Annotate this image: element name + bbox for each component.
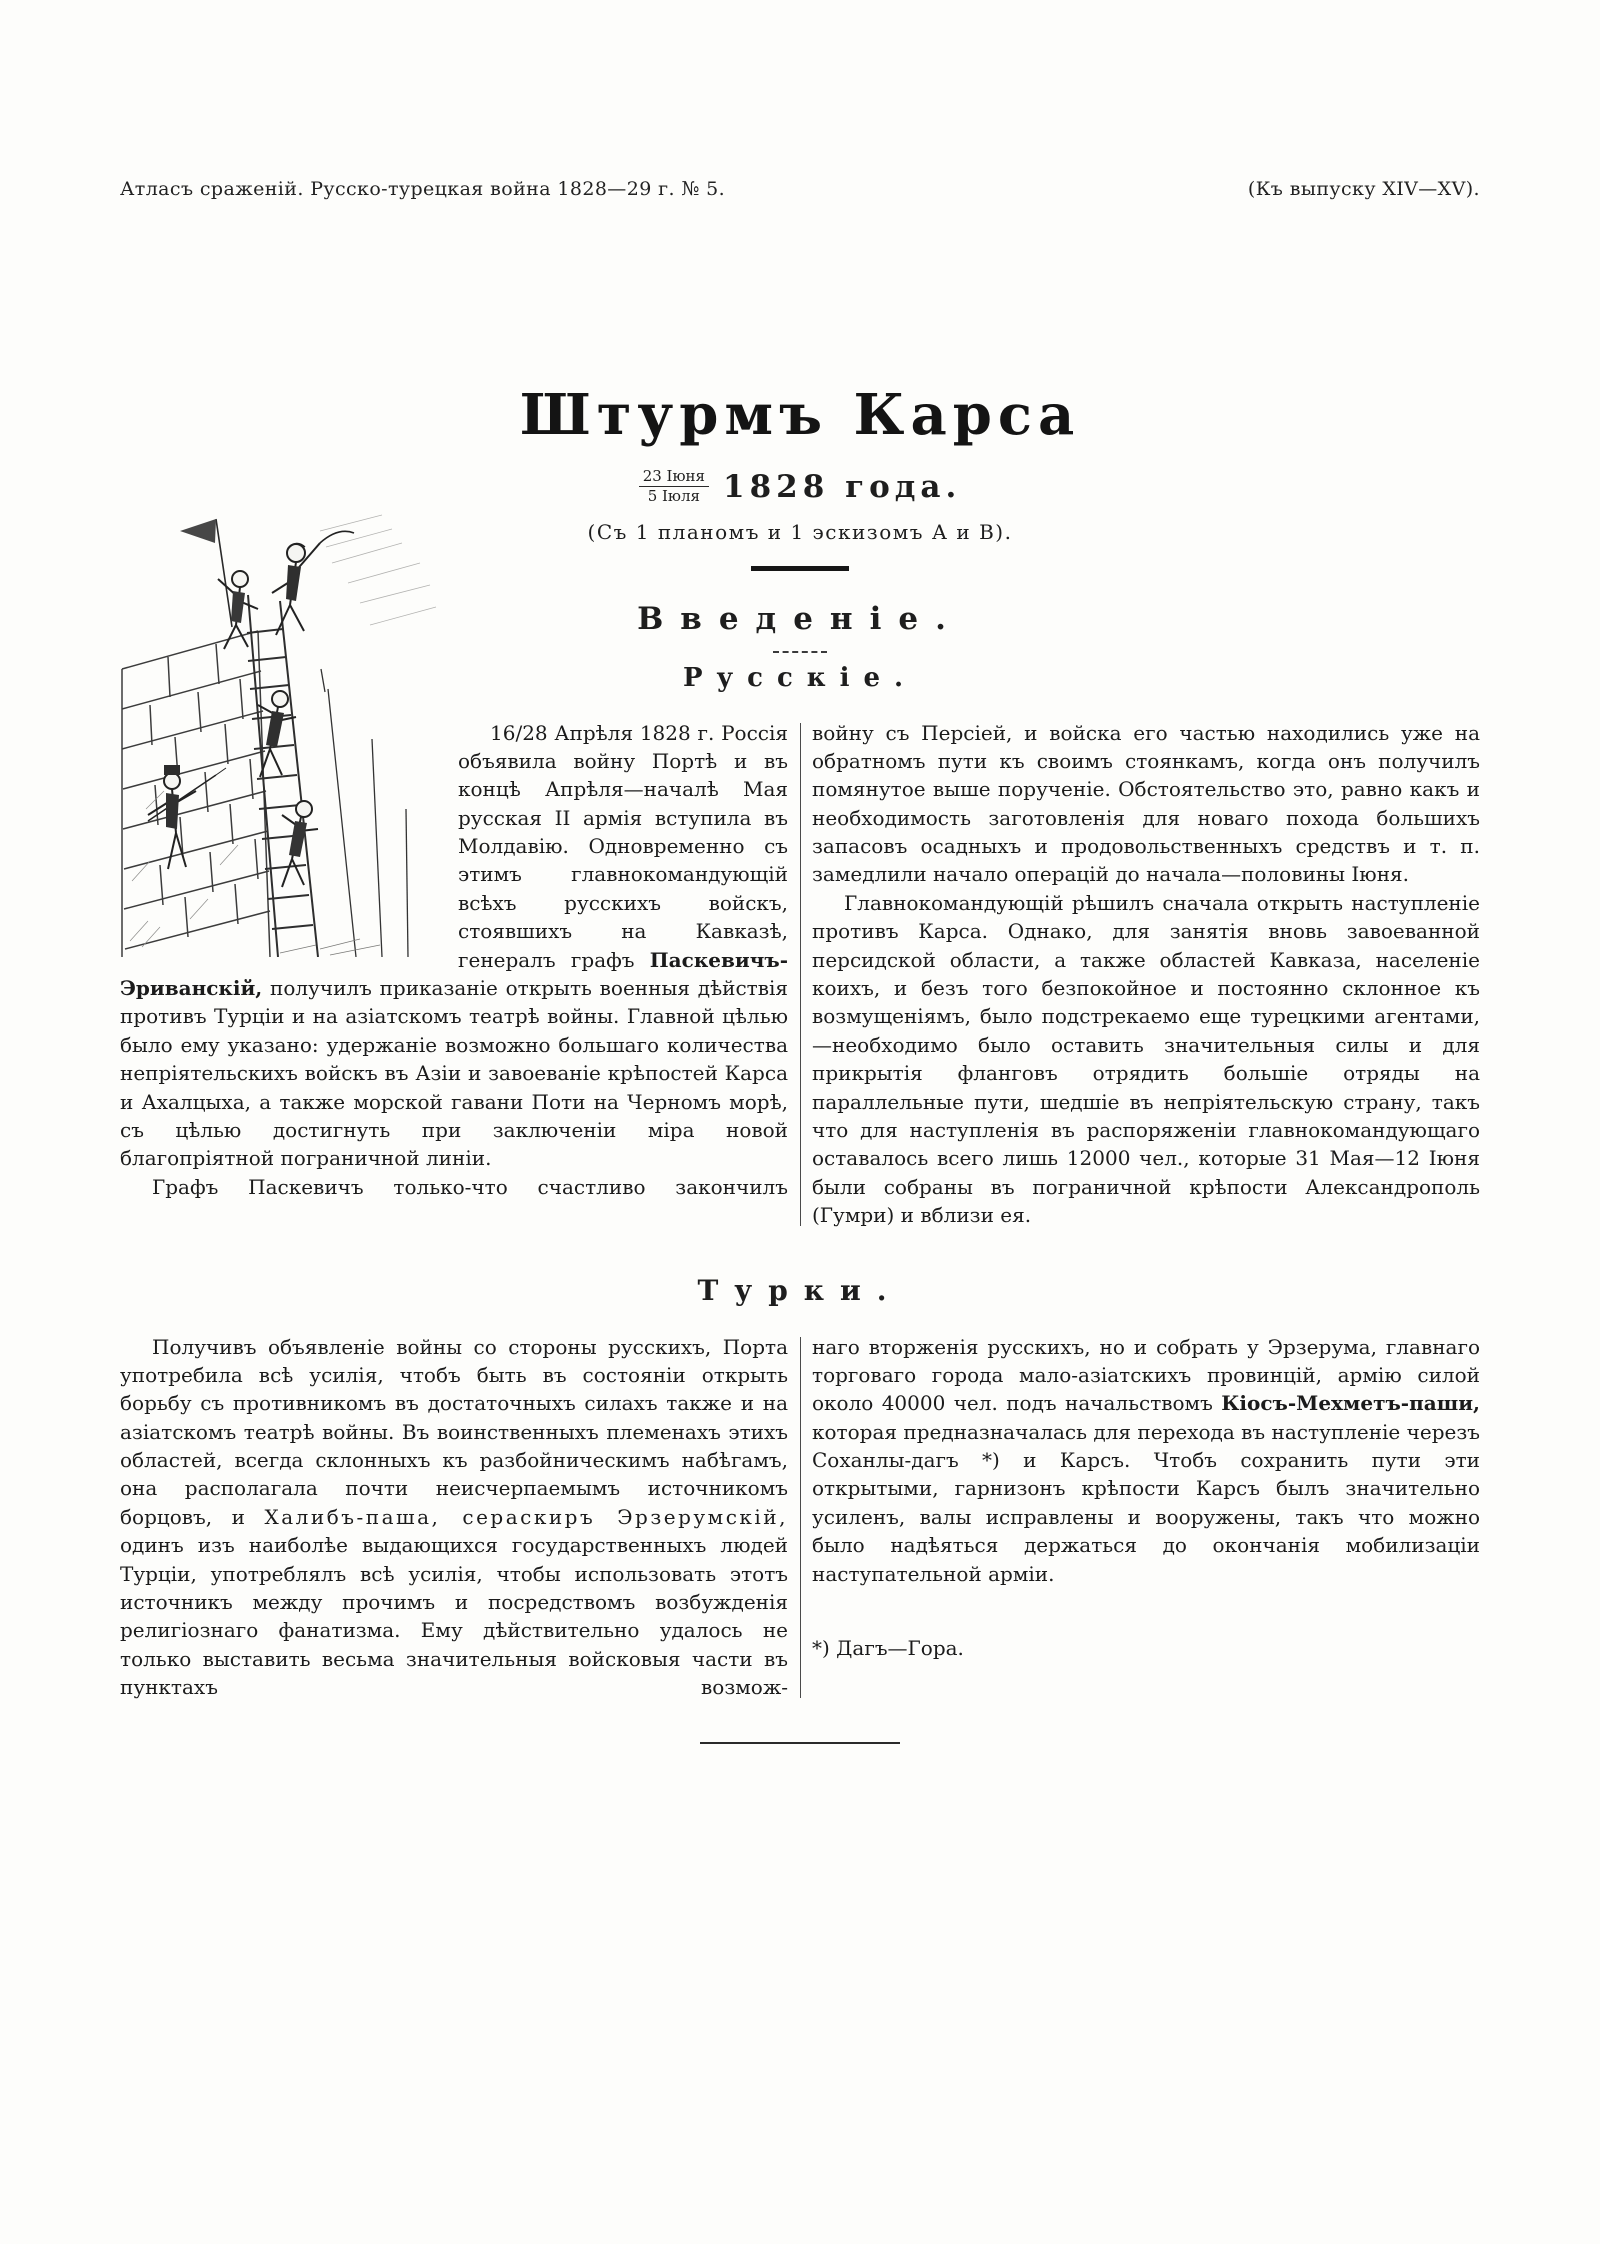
section-heading-russians: Русскіе. (682, 662, 918, 693)
bottom-rule (700, 1742, 900, 1744)
date-fraction-top: 23 Іюня (639, 468, 709, 487)
paragraph (120, 1333, 788, 1702)
text-run: Получивъ объявленіе войны со стороны русскихъ, Порта употребила всѣ усилія, чтобъ быть въ состояніи открыть борьбу съ противникомъ въ достаточныхъ силахъ также и на азіатскомъ театрѣ войны. Въ воинственныхъ племенахъ этихъ областей, всегда склонныхъ къ разбойническимъ набѣгамъ, она располагала почти неисчерпаемымъ источникомъ борцовъ, и (120, 1334, 788, 1529)
paragraph: Графъ Паскевичъ только-что счастливо закончилъ (152, 1174, 788, 1199)
text-run: одинъ изъ наиболѣе выдающихся государственныхъ людей Турціи, употреблялъ всѣ усилія, чтобы использовать этотъ источникъ между прочимъ и посредствомъ возбужденія религіознаго фанатизма. Ему дѣйствительно удалось не только выставить весьма значительныя войсковыя части въ пунктахъ возмож- (120, 1533, 788, 1700)
title-date-line (120, 468, 1480, 506)
text-run: 16/28 Апрѣля 1828 г. Россія объявила войну Портѣ и въ концѣ Апрѣля—началѣ Мая русская II армія вступила въ Молдавію. Одновременно съ этимъ главнокомандующій всѣхъ русскихъ войскъ, стоявшихъ на Кавказѣ, генералъ графъ (458, 720, 788, 972)
russians-section (120, 719, 1480, 1230)
text-run: получилъ приказаніе открыть военныя дѣйствія противъ Турціи и на азіатскомъ театрѣ войны. Главной цѣлью было ему указано: удержаніе возможно большаго количества непріятельскихъ войскъ въ Азіи и завоеваніе крѣпостей Карса и Ахалцыха, а также морской гавани Поти на Черномъ морѣ, съ цѣлью достигнуть при заключеніи міра новой благопріятной пограничной линіи. (120, 976, 788, 1171)
page-title: Штурмъ Карса (519, 382, 1081, 448)
russians-right-column (812, 719, 1480, 1230)
turks-right-column (812, 1333, 1480, 1702)
engraving-illustration (120, 719, 442, 957)
title-year: 1828 года. (723, 468, 962, 505)
column-divider-rule (800, 723, 801, 1226)
section-heading-turks: Турки. (697, 1273, 903, 1307)
text-run-bold: Паскевичъ-Эриванскій, (120, 947, 788, 1001)
date-fraction (639, 468, 709, 506)
page-header (120, 178, 1480, 200)
paragraph: Главнокомандующій рѣшилъ сначала открыть наступленіе противъ Карса. Однако, для занятія вновь завоеванной персидской области, а также областей Кавказа, населеніе коихъ, и безъ того безпокойное и постоянно склонное къ возмущеніямъ, было подстрекаемо еще турецкими агентами,—необходимо было оставить значительныя силы и для прикрытія фланговъ отрядить большіе отряды на параллельные пути, шедшіе въ непріятельскую страну, такъ что для наступленія въ распоряженіи главнокомандующаго оставалось всего лишь 12000 чел., которые 31 Мая—12 Іюня были собраны въ пограничной крѣпости Александрополь (Гумри) и вблизи ея. (812, 890, 1480, 1228)
soldiers-storming-wall-image (120, 509, 442, 957)
header-series-label: Атласъ сраженій. Русско-турецкая война 1828—29 г. № 5. (120, 178, 726, 200)
column-divider-rule (800, 1337, 801, 1698)
text-run: наго вторженія русскихъ, но и собрать у Эрзерума, главнаго торговаго города мало-азіатскихъ провинцій, армію силой около 40000 чел. подъ начальствомъ (812, 1334, 1480, 1416)
footnote: *) Дагъ—Гора. (812, 1636, 964, 1661)
title-divider-rule (751, 566, 849, 571)
turks-section (120, 1333, 1480, 1702)
russians-left-column (120, 719, 788, 1230)
ornament-divider (773, 651, 827, 653)
paragraph: войну съ Персіей, и войска его частью находились уже на обратномъ пути къ своимъ стоянкамъ, когда онъ получилъ помянутое выше порученіе. Обстоятельство это, равно какъ и необходимость заготовленія для новаго похода большихъ запасовъ осадныхъ и продовольственныхъ средствъ и т. п. замедлили начало операцій до начала—половины Іюня. (812, 720, 1480, 887)
title-note: (Съ 1 планомъ и 1 эскизомъ А и В). (587, 519, 1013, 544)
date-fraction-bottom: 5 Іюля (647, 487, 700, 506)
text-run: которая предназначалась для перехода въ наступленіе черезъ Соханлы-дагъ *) и Карсъ. Чтобъ сохранить пути эти открытыми, гарнизонъ крѣпости Карсъ былъ значительно усиленъ, валы исправлены и вооружены, такъ что можно было надѣяться держаться до окончанія мобилизаціи наступательной арміи. (812, 1419, 1480, 1586)
section-heading-introduction: Введеніе. (637, 600, 963, 637)
header-issue-label: (Къ выпуску XIV—XV). (1247, 178, 1480, 200)
paragraph (812, 1333, 1480, 1589)
turks-left-column (120, 1333, 788, 1702)
text-run-spaced: Халибъ-паша, сераскиръ Эрзерумскій, (264, 1504, 788, 1529)
text-run-bold: Кіосъ-Мехметъ-паши, (1221, 1391, 1480, 1416)
